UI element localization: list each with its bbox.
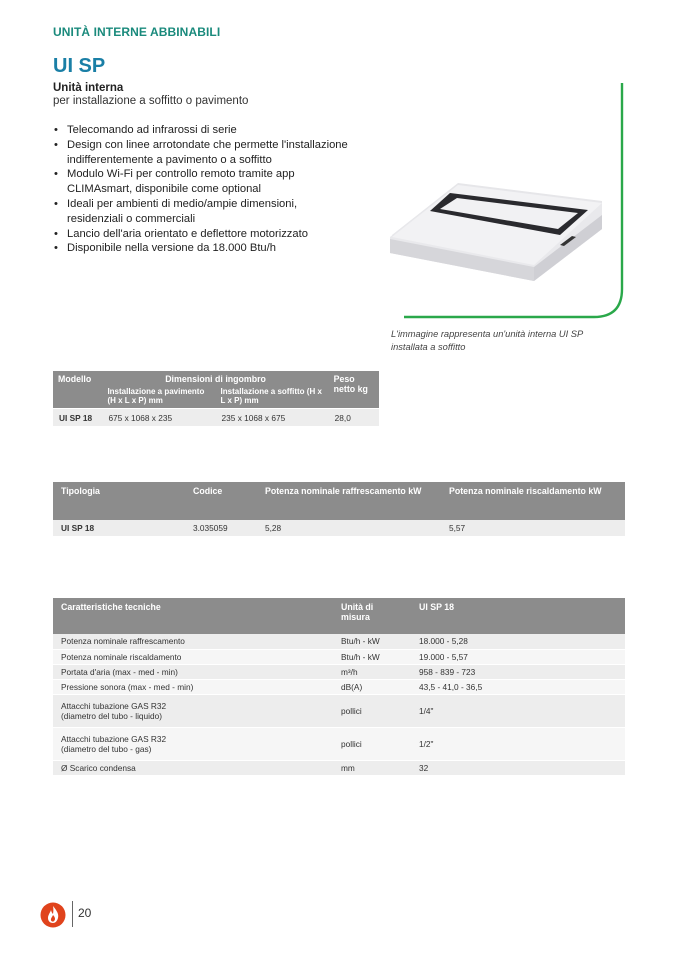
table-row (53, 694, 625, 727)
table-row (53, 679, 625, 694)
feature-item: • Modulo Wi-Fi per controllo remoto tramite app CLIMAsmart, disponibile come optional (53, 167, 353, 197)
feature-item: • Design con linee arrotondate che permette l'installazione indifferentemente a pavimento o a soffitto (53, 138, 353, 168)
table-cell: 3.035059 (185, 520, 257, 536)
technical-specs-table (53, 598, 625, 776)
footer-divider (72, 901, 73, 927)
table-row (53, 520, 625, 536)
table-cell: pollici (333, 727, 411, 760)
feature-list (53, 123, 353, 256)
product-image (364, 83, 624, 321)
table-cell: 18.000 - 5,28 (411, 634, 625, 649)
table-header: Dimensioni di ingombro (102, 371, 328, 384)
dimensions-table (53, 371, 379, 426)
feature-item: • Telecomando ad infrarossi di serie (53, 123, 353, 138)
table-cell: 5,57 (441, 520, 625, 536)
table-cell: Potenza nominale raffrescamento (53, 634, 333, 649)
table-cell: 958 - 839 - 723 (411, 664, 625, 679)
subtitle: Unità interna (53, 82, 124, 94)
table-cell: 32 (411, 760, 625, 775)
table-cell: UI SP 18 (53, 520, 185, 536)
table-cell: 43,5 - 41,0 - 36,5 (411, 679, 625, 694)
page-number: 20 (78, 906, 92, 920)
table-cell: Ø Scarico condensa (53, 760, 333, 775)
table-header: Potenza nominale riscaldamento kW (441, 482, 625, 520)
table-cell: mm (333, 760, 411, 775)
table-cell: pollici (333, 694, 411, 727)
table-cell: 675 x 1068 x 235 (102, 409, 215, 427)
table-header: Modello (53, 371, 102, 409)
table-cell: 5,28 (257, 520, 441, 536)
table-header: Unità di misura (333, 598, 411, 634)
feature-item: • Lancio dell'aria orientato e deflettore motorizzato (53, 227, 353, 242)
feature-item: • Disponibile nella versione da 18.000 Btu/h (53, 241, 353, 256)
table-row (53, 727, 625, 760)
subtitle-description: per installazione a soffitto o pavimento (53, 95, 249, 107)
table-cell: Attacchi tubazione GAS R32 (diametro del tubo - gas) (53, 727, 333, 760)
section-title: UNITÀ INTERNE ABBINABILI (53, 25, 221, 39)
table-header: Potenza nominale raffrescamento kW (257, 482, 441, 520)
table-cell: Portata d'aria (max - med - min) (53, 664, 333, 679)
page-title: UI SP (53, 55, 106, 77)
feature-item: • Ideali per ambienti di medio/ampie dimensioni, residenziali o commerciali (53, 197, 353, 227)
table-cell: Btu/h - kW (333, 649, 411, 664)
table-cell: dB(A) (333, 679, 411, 694)
table-header: Installazione a soffitto (H x L x P) mm (216, 384, 329, 409)
table-cell: 28,0 (329, 409, 379, 427)
table-row (53, 760, 625, 775)
table-row (53, 649, 625, 664)
table-header: Caratteristiche tecniche (53, 598, 333, 634)
table-cell: Attacchi tubazione GAS R32 (diametro del tubo - liquido) (53, 694, 333, 727)
table-header: UI SP 18 (411, 598, 625, 634)
table-cell: Pressione sonora (max - med - min) (53, 679, 333, 694)
flame-logo-icon (40, 902, 66, 928)
table-header: Codice (185, 482, 257, 520)
table-cell: 1/4" (411, 694, 625, 727)
table-header: Peso netto kg (329, 371, 379, 409)
indoor-unit-illustration (390, 183, 602, 281)
table-row (53, 634, 625, 649)
table-cell: Potenza nominale riscaldamento (53, 649, 333, 664)
table-row (53, 409, 379, 427)
table-header: Installazione a pavimento (H x L x P) mm (102, 384, 215, 409)
table-header: Tipologia (53, 482, 185, 520)
table-cell: Btu/h - kW (333, 634, 411, 649)
table-cell: 235 x 1068 x 675 (216, 409, 329, 427)
image-caption: L'immagine rappresenta un'unità interna UI SP installata a soffitto (391, 329, 583, 352)
table-cell: 19.000 - 5,57 (411, 649, 625, 664)
type-table (53, 482, 625, 536)
table-row (53, 664, 625, 679)
table-cell: 1/2" (411, 727, 625, 760)
table-cell: m³/h (333, 664, 411, 679)
table-cell: UI SP 18 (53, 409, 102, 427)
